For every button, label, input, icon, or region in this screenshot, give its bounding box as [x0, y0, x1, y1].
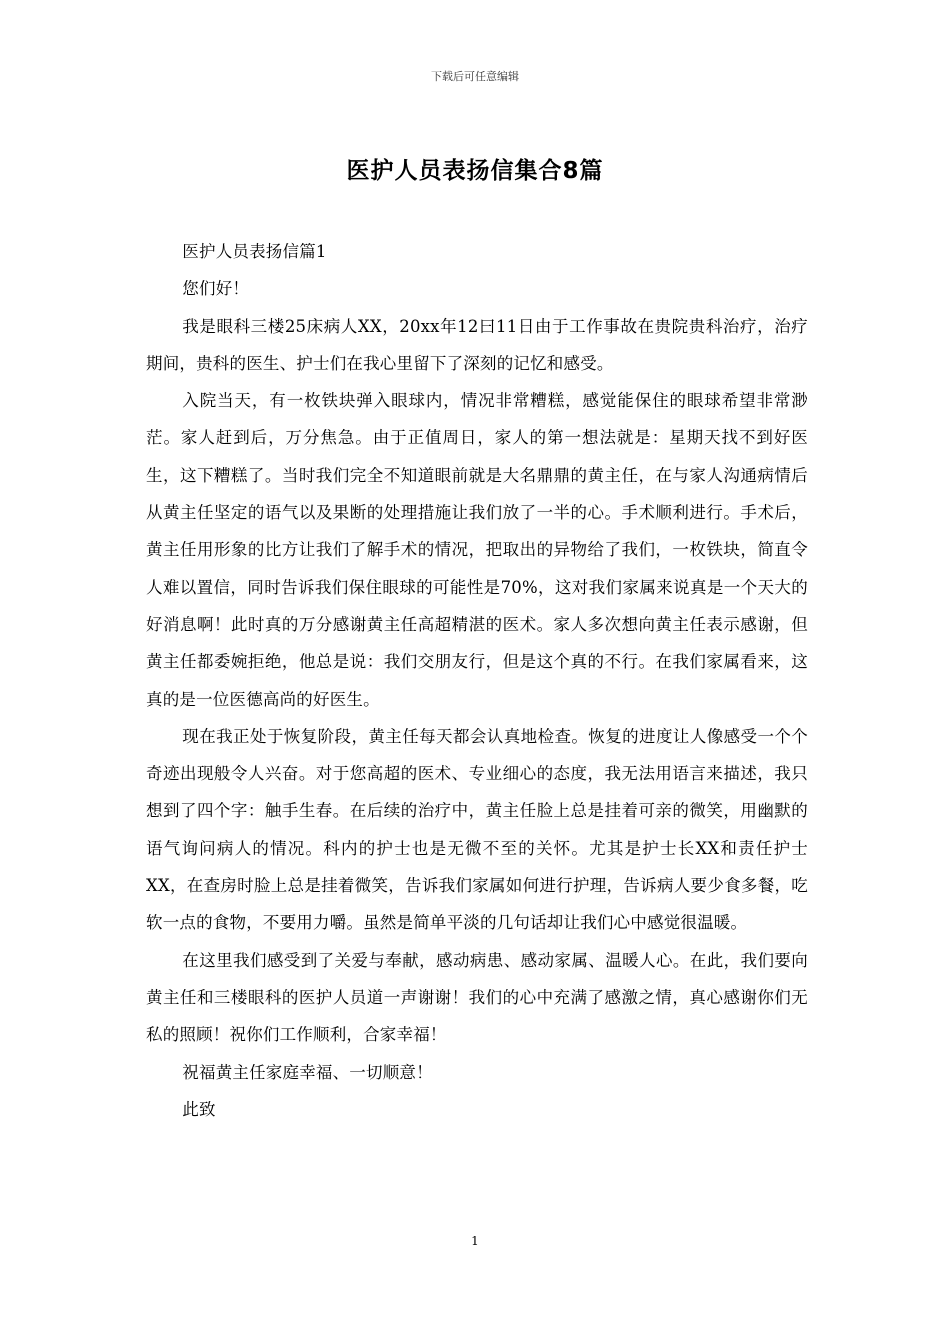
closing-phrase: 此致	[182, 1099, 216, 1119]
header-note: 下载后可任意编辑	[431, 70, 519, 83]
section-heading: 医护人员表扬信篇1	[182, 242, 327, 261]
page-number: 1	[471, 1234, 479, 1248]
body-paragraph: 我是眼科三楼25床病人XX，20xx年12曰11日由于工作事故在贵院贵科治疗，治疗期间，贵科的医生、护士们在我心里留下了深刻的记忆和感受。	[146, 316, 808, 373]
salutation: 您们好！	[182, 279, 250, 299]
letter-body	[146, 233, 808, 1128]
document-title: 医护人员表扬信集合8篇	[346, 158, 604, 184]
body-paragraph: 在这里我们感受到了关爱与奉献，感动病患、感动家属、温暖人心。在此，我们要向黄主任和三楼眼科的医护人员道一声谢谢！我们的心中充满了感激之情，真心感谢你们无私的照顾！祝你们工作顺利，合家幸福！	[146, 950, 808, 1045]
body-paragraph: 现在我正处于恢复阶段，黄主任每天都会认真地检查。恢复的进度让人像感受一个个奇迹出现般令人兴奋。对于您高超的医术、专业细心的态度，我无法用语言来描述，我只想到了四个字：触手生春。在后续的治疗中，黄主任脸上总是挂着可亲的微笑，用幽默的语气询问病人的情况。科内的护士也是无微不至的关怀。尤其是护士长XX和责任护士XX，在查房时脸上总是挂着微笑，告诉我们家属如何进行护理，告诉病人要少食多餐，吃软一点的食物，不要用力嚼。虽然是简单平淡的几句话却让我们心中感觉很温暖。	[146, 726, 808, 933]
body-paragraph: 入院当天，有一枚铁块弹入眼球内，情况非常糟糕，感觉能保住的眼球希望非常渺茫。家人赶到后，万分焦急。由于正值周日，家人的第一想法就是：星期天找不到好医生，这下糟糕了。当时我们完全不知道眼前就是大名鼎鼎的黄主任，在与家人沟通病情后从黄主任坚定的语气以及果断的处理措施让我们放了一半的心。手术顺利进行。手术后，黄主任用形象的比方让我们了解手术的情况，把取出的异物给了我们，一枚铁块，简直令人难以置信，同时告诉我们保住眼球的可能性是70%，这对我们家属来说真是一个天大的好消息啊！此时真的万分感谢黄主任高超精湛的医术。家人多次想向黄主任表示感谢，但黄主任都委婉拒绝，他总是说：我们交朋友行，但是这个真的不行。在我们家属看来，这真的是一位医德高尚的好医生。	[146, 391, 808, 709]
closing-wish: 祝福黄主任家庭幸福、一切顺意！	[182, 1062, 433, 1082]
